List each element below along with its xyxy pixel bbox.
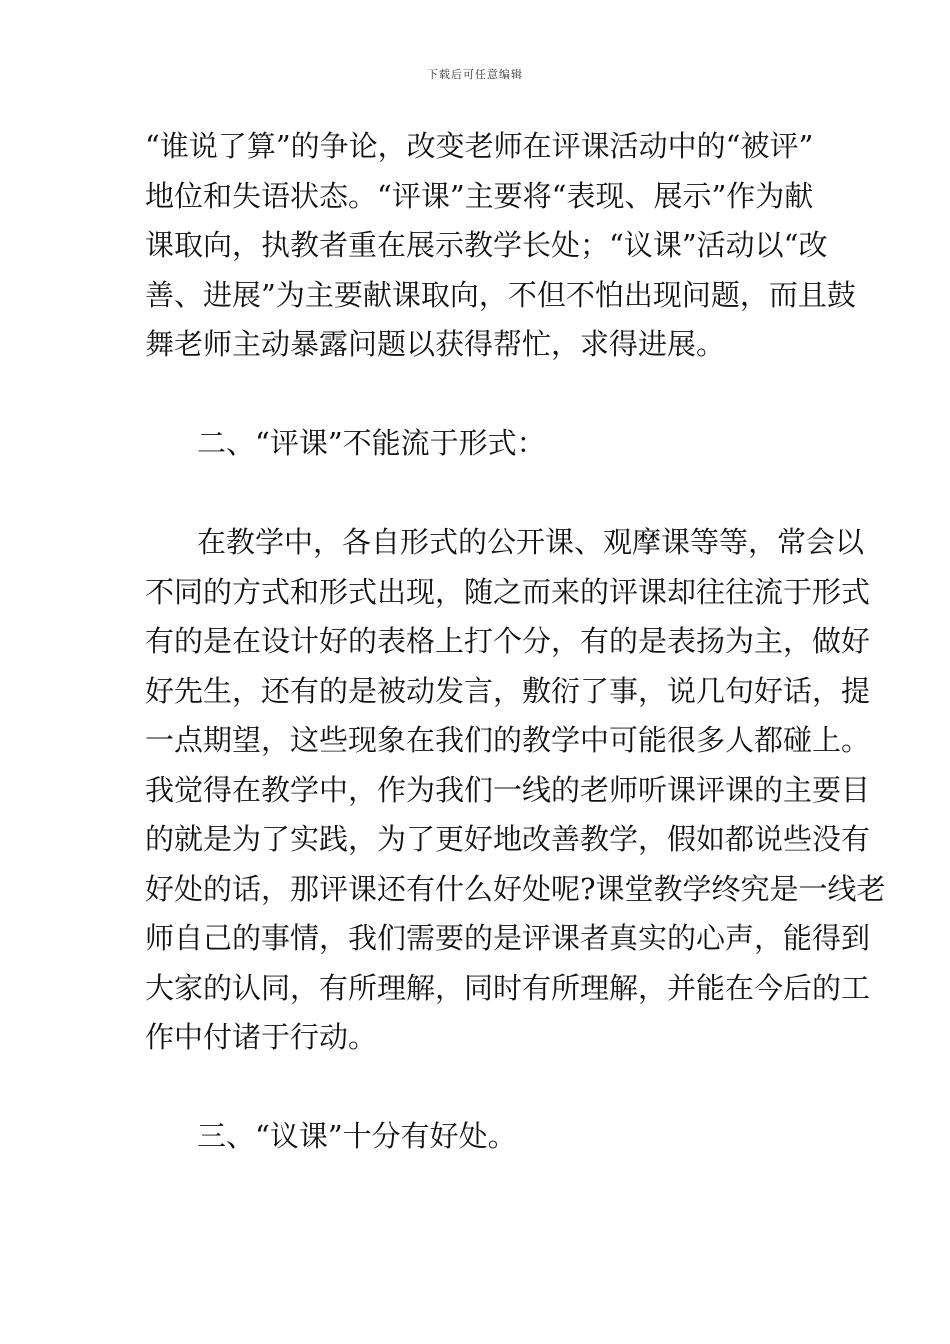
paragraph-line: 我觉得在教学中，作为我们一线的老师听课评课的主要目 <box>145 772 871 807</box>
paragraph-line: 作中付诸于行动。 <box>145 1020 378 1054</box>
paragraph-line: 在教学中，各自形式的公开课、观摩课等等，常会以 <box>197 525 865 559</box>
paragraph-line: 舞老师主动暴露问题以获得帮忙，求得进展。 <box>145 327 726 361</box>
paragraph-line: “谁说了算”的争论，改变老师在评课活动中的“被评” <box>145 129 814 163</box>
paragraph-line: 地位和失语状态。“评课”主要将“表现、展示”作为献 <box>145 178 814 213</box>
paragraph-line: 不同的方式和形式出现，随之而来的评课却往往流于形式 <box>145 574 871 609</box>
page-header: 下载后可任意编辑 <box>427 68 523 81</box>
paragraph-gap <box>145 370 810 420</box>
paragraph-line: 的就是为了实践，为了更好地改善教学，假如都说些没有 <box>145 822 871 856</box>
paragraph-gap <box>145 1063 810 1113</box>
paragraph-line: 一点期望，这些现象在我们的教学中可能很多人都碰上。 <box>145 723 871 757</box>
section-heading-3: 三、“议课”十分有好处。 <box>197 1119 517 1153</box>
paragraph-line: 好先生，还有的是被动发言，敷衍了事，说几句好话，提 <box>145 673 871 708</box>
paragraph-line: 有的是在设计好的表格上打个分，有的是表扬为主，做好 <box>145 624 871 658</box>
paragraph-line: 好处的话，那评课还有什么好处呢?课堂教学终究是一线老 <box>145 871 886 906</box>
paragraph-line: 大家的认同，有所理解，同时有所理解，并能在今后的工 <box>145 970 871 1005</box>
paragraph-line: 师自己的事情，我们需要的是评课者真实的心声，能得到 <box>145 921 871 955</box>
paragraph-line: 善、进展”为主要献课取向，不但不怕出现问题，而且鼓 <box>145 277 856 312</box>
paragraph-line: 课取向，执教者重在展示教学长处；“议课”活动以“改 <box>145 228 828 262</box>
document-body <box>145 122 886 1162</box>
section-heading-2: 二、“评课”不能流于形式： <box>197 426 546 460</box>
paragraph-gap <box>145 469 810 519</box>
